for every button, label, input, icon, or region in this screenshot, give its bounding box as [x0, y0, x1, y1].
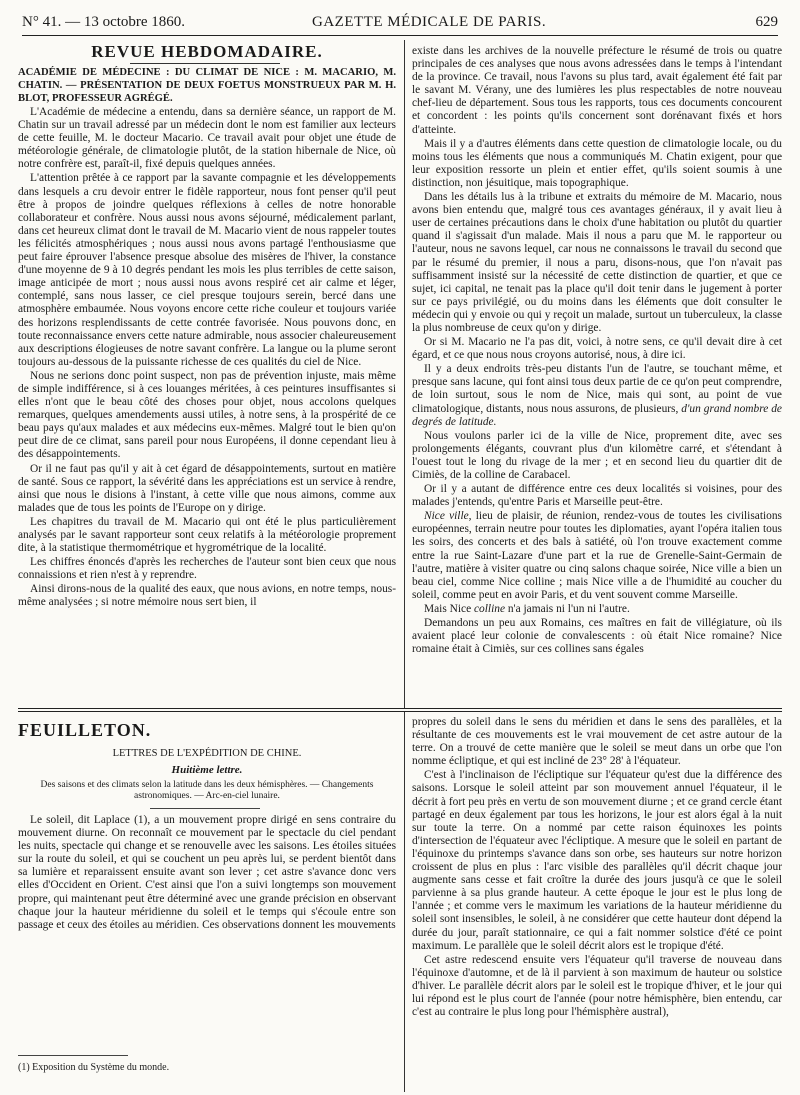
article-paragraph: [412, 363, 782, 428]
article-paragraph: existe dans les archives de la nouvelle préfecture le résumé de trois ou quatre principales de ces analyses que nous avons adressées dans le temps à l'intendant de la province. Ce travail, nous l'avons su plus tard, avait également été fait par le savant M. Vérany, une des lumières les plus respectables de notre nouveau chef-lieu de département. Sous tous les rapports, tous ces documents concourent et concordent : les points qu'ils concernent sont dorénavant fixés et hors d'atteinte.: [412, 45, 782, 136]
journal-title: GAZETTE MÉDICALE DE PARIS.: [312, 14, 547, 30]
page-number: 629: [755, 14, 778, 30]
colline-word: colline: [474, 602, 505, 615]
nice-ville-text: lieu de plaisir, de réunion, rendez-vous de toutes les civilisations européennes, terrain neutre pour toutes les diplomaties, ayant l'opéra italien tous les soirs, des concerts et des bals à satiété, où l'on trouve exactement comme entre la rue Saint-Lazare d'une part et la rue de Grenelle-Saint-Germain de l'autre, matière à visiter quatre ou cinq salons chaque soirée, Nice ville a bien un beau ciel, comme Nice colline ; mais Nice ville a de l'humidité au coucher du soleil, comme peut en avoir Paris, et du vent souvent comme Marseille.: [412, 510, 782, 601]
feuilleton-left-column: [18, 814, 396, 1049]
feuilleton-title: FEUILLETON.: [18, 720, 152, 740]
feuilleton-paragraph: Cet astre redescend ensuite vers l'équateur qu'il traverse de nouveau dans l'équinoxe d'automne, et de là il parvient à son maximum de hauteur ou solstice d'hiver. Le parallèle décrit alors par le soleil est le tropique d'hiver, et le jour qui lui répond est le plus court de l'année (pour notre hémisphère, bien entendu, car c'est au contraire le plus long pour l'hémisphère austral),: [412, 953, 782, 1019]
revue-title: REVUE HEBDOMADAIRE.: [91, 42, 323, 61]
article-paragraph: [412, 603, 782, 616]
letter-summary: Des saisons et des climats selon la latitude dans les deux hémisphères. — Changements astronomiques. — Arc-en-ciel lunaire.: [40, 780, 374, 801]
section-rule-top: [18, 708, 782, 709]
feuilleton-paragraph: propres du soleil dans le sens du méridien et dans le sens des parallèles, et la résultante de ces mouvements est le vrai mouvement de cet astre autour de la terre. On a trouvé de cette manière que le soleil se meut dans un orbe que l'on nomme écliptique, et qui est incliné de 23° 28' à l'équateur.: [412, 716, 782, 768]
header-rule: [22, 35, 778, 36]
academy-heading: ACADÉMIE DE MÉDECINE : DU CLIMAT DE NICE : M. MACARIO, M. CHATIN. — PRÉSENTATION DE DEUX FOETUS MONSTRUEUX PAR M. H. BLOT, PROFESSEUR AGRÉGÉ.: [18, 67, 396, 104]
article-paragraph: Nous voulons parler ici de la ville de Nice, proprement dite, avec ses prolongements élégants, couvrant plus d'un kilomètre carré, et s'étendant à l'ouest tout le long du rivage de la mer ; et en second lieu du quartier dit de Cimiès, de la colline de Carabacel.: [412, 429, 782, 481]
running-head: [22, 14, 778, 32]
feuilleton-right-column: [412, 716, 782, 1092]
footnote-rule: [18, 1055, 128, 1056]
article-paragraph: L'Académie de médecine a entendu, dans sa dernière séance, un rapport de M. Chatin sur un travail adressé par un médecin dont le nom est familier aux lecteurs de cette feuille, M. le docteur Macario. Ce travail avait pour objet une étude de météorologie générale, de climatologie plutôt, de la station hibernale de Nice, où notre confrère est, paraît-il, fixé depuis quelques années.: [18, 106, 396, 171]
letter-number: Huitième lettre.: [171, 764, 243, 776]
article-paragraph: Nous ne serions donc point suspect, non pas de prévention injuste, mais même de simple indifférence, si à ces louanges méritées, à ces peintures insuffisantes si elles n'ont que le beau côté des choses pour objet, nous accolons quelques remarques, quelques amendements aussi utiles, à notre sens, à la prospérité de ce beau pays qu'aux malades et aux médecins eux-mêmes. Malgré tout le bien qu'on peut dire de ce climat, sans pareil pour nous Européens, il donne cependant lieu à des désappointements.: [18, 369, 396, 461]
feuilleton-paragraph: Le soleil, dit Laplace (1), a un mouvement propre dirigé en sens contraire du mouvement diurne. On reconnaît ce mouvement par le spectacle du ciel pendant les nuits, spectacle qui change et se renouvelle avec les saisons. Les étoiles situées sur la route du soleil, et qui se couchent un peu après lui, se perdent bientôt dans sa lumière et reparaissent ensuite avant son lever ; cet astre s'avance donc vers elles d'Occident en Orient. C'est ainsi que l'on a suivi longtemps son mouvement propre, qui maintenant peut être déterminé avec une grande précision en observant chaque jour la hauteur méridienne du soleil et le temps qui s'écoule entre son passage et ceux des étoiles au méridien. Ces observations donnent les mouvements: [18, 814, 396, 931]
letters-heading: LETTRES DE L'EXPÉDITION DE CHINE.: [112, 748, 302, 759]
revue-title-rule: [130, 63, 280, 64]
mais-nice-text: Mais Nice: [424, 602, 472, 615]
article-paragraph: Demandons un peu aux Romains, ces maîtres en fait de villégiature, où ils avaient placé leur colonie de convalescents : où était Nice romaine? Nice romaine était à Cimiès, sur ces collines sans égales: [412, 617, 782, 656]
revue-right-column: [412, 45, 782, 706]
column-divider: [404, 712, 405, 1092]
column-divider: [404, 40, 405, 708]
colline-text: n'a jamais ni l'un ni l'autre.: [507, 602, 630, 615]
article-paragraph: Les chapitres du travail de M. Macario qui ont été le plus particulièrement analysés par le savant rapporteur sont ceux relatifs à la météorologie proprement dite, à la statistique thermométrique et hygrométrique de la localité.: [18, 515, 396, 555]
footnote: (1) Exposition du Système du monde.: [18, 1062, 170, 1073]
article-paragraph: Ainsi dirons-nous de la qualité des eaux, que nous avions, en notre temps, nous-même analysées ; si notre mémoire nous sert bien, il: [18, 583, 396, 609]
section-rule-bottom: [18, 711, 782, 712]
article-paragraph: Mais il y a d'autres éléments dans cette question de climatologie locale, ou du moins tous les éléments que nous a communiqués M. Chatin exigent, pour que leur exposition ressorte un plein et entier effet, qu'ils soient soumis à une distinction, non jésuitique, mais topographique.: [412, 137, 782, 189]
article-paragraph: Or si M. Macario ne l'a pas dit, voici, à notre sens, ce qu'il devait dire à cet égard, et ce que nous nous croyons autorisé, nous, à dire ici.: [412, 336, 782, 362]
summary-rule: [150, 808, 260, 809]
article-paragraph: L'attention prêtée à ce rapport par la savante compagnie et les développements dans lesquels a cru devoir entrer le fidèle rapporteur, nous font penser qu'il peut être à propos de joindre quelques réflexions à celles de notre honorable collaborateur et confrère. Nous aussi nous avons séjourné, médicalement parlant, dans cet heureux climat dont le travail de M. Macario vient de nous rappeler toutes les félicités atmosphériques ; nous aussi nous avons partagé l'enthousiasme que peut faire éprouver l'absence presque absolue des misères de l'hiver, la constance d'une moyenne de 9 à 10 degrés pendant les mois les plus terribles de cette saison, image anticipée de mort ; nous aussi nous avons respiré cet air calme et léger, contemplé, sans nous lasser, ce ciel presque toujours serein, bercé dans une atmosphère embaumée. Nous voyons encore cette riche couleur et toujours variée des horizons resplendissants de cette contrée favorisée. Nous pouvons donc, en toute reconnaissance envers cette nature admirable, nous associer chaleureusement aux descriptions élogieuses de notre savant confrère. La langue ou la plume seront toujours au-dessous de la puissante richesse de ces qualités du ciel de Nice.: [18, 172, 396, 368]
nice-ville-phrase: Nice ville,: [424, 510, 472, 523]
article-paragraph: Or il y a autant de différence entre ces deux localités si voisines, pour des malades j'entends, qu'entre Paris et Marseille peut-être.: [412, 483, 782, 509]
latitude-sentence: Il y a deux endroits très-peu distants l'un de l'autre, se touchant même, et presque sans lacune, qui font ainsi tous deux partie de ce qu'on peut comprendre, de loin surtout, sous le nom de Nice, mais qui sont, au point de vue climatologique, distants, nous nous assurons, de plusieurs,: [412, 363, 782, 415]
revue-left-column: [18, 66, 396, 707]
issue-date: N° 41. — 13 octobre 1860.: [22, 14, 186, 30]
latitude-phrase: d'un grand nombre de degrés de latitude.: [412, 402, 782, 428]
article-paragraph: Dans les détails lus à la tribune et extraits du mémoire de M. Macario, nous avons bien entendu que, malgré tous ces avantages généraux, il y avait lieu à user de certaines précautions dans le choix d'une habitation ou plutôt du quartier quand il s'agissait d'un malade. Mais il nous a paru que M. le rapporteur ou l'auteur, nous ne savons lequel, car nous ne connaissons le travail du second que par le résumé du premier, il nous a paru, disons-nous, que l'on n'avait pas suffisamment insisté sur la nécessité de cette distinction de quartier, et que ce sujet, ici capital, ne tenait pas la place qu'il doit tenir dans le jugement à porter sur ce pays privilégié, ou du moins dans les éléments que doit consulter le médecin qui y envoie ou qui y reçoit un malade, surtout un tuberculeux, la classe la plus nombreuse de ceux qu'on y dirige.: [412, 191, 782, 334]
article-paragraph: [412, 510, 782, 602]
article-paragraph: Or il ne faut pas qu'il y ait à cet égard de désappointements, surtout en matière de santé. Sous ce rapport, la sévérité dans les appréciations est un service à rendre, ainsi que nous le disions à l'instant, à cette ville que nous aimons, comme aux malades que de tous les points de l'Europe on y dirige.: [18, 462, 396, 514]
article-paragraph: Les chiffres énoncés d'après les recherches de l'auteur sont bien ceux que nous connaissions et rien n'est à y reprendre.: [18, 556, 396, 582]
feuilleton-paragraph: C'est à l'inclinaison de l'écliptique sur l'équateur qu'est due la différence des saisons. Lorsque le soleil atteint par son mouvement annuel l'équateur, il le décrit à fort peu près en vertu de son mouvement diurne ; et ce grand cercle étant partagé en deux également par tous les horizons, le jour est alors égal à la nuit sur toute la terre. On a nommé par cette raison équinoxes les points d'intersection de l'équateur avec l'écliptique. A mesure que le soleil en partant de l'équinoxe du printemps s'avance dans son orbe, ses hauteurs sur notre horizon croissent de plus en plus : l'arc visible des parallèles qu'il décrit chaque jour augmente sans cesse et fait croître la durée des jours jusqu'à ce que le soleil parvienne à sa plus grande hauteur. A cette époque le jour est le plus long de l'année ; et comme vers le maximum les variations de la hauteur méridienne du soleil sont insensibles, le soleil, à ne considérer que cette hauteur dont dépend la durée du jour, paraît stationnaire, ce qui a fait nommer solstice d'été ce point maximum. Le parallèle que le soleil décrit alors est le tropique d'été.: [412, 769, 782, 952]
